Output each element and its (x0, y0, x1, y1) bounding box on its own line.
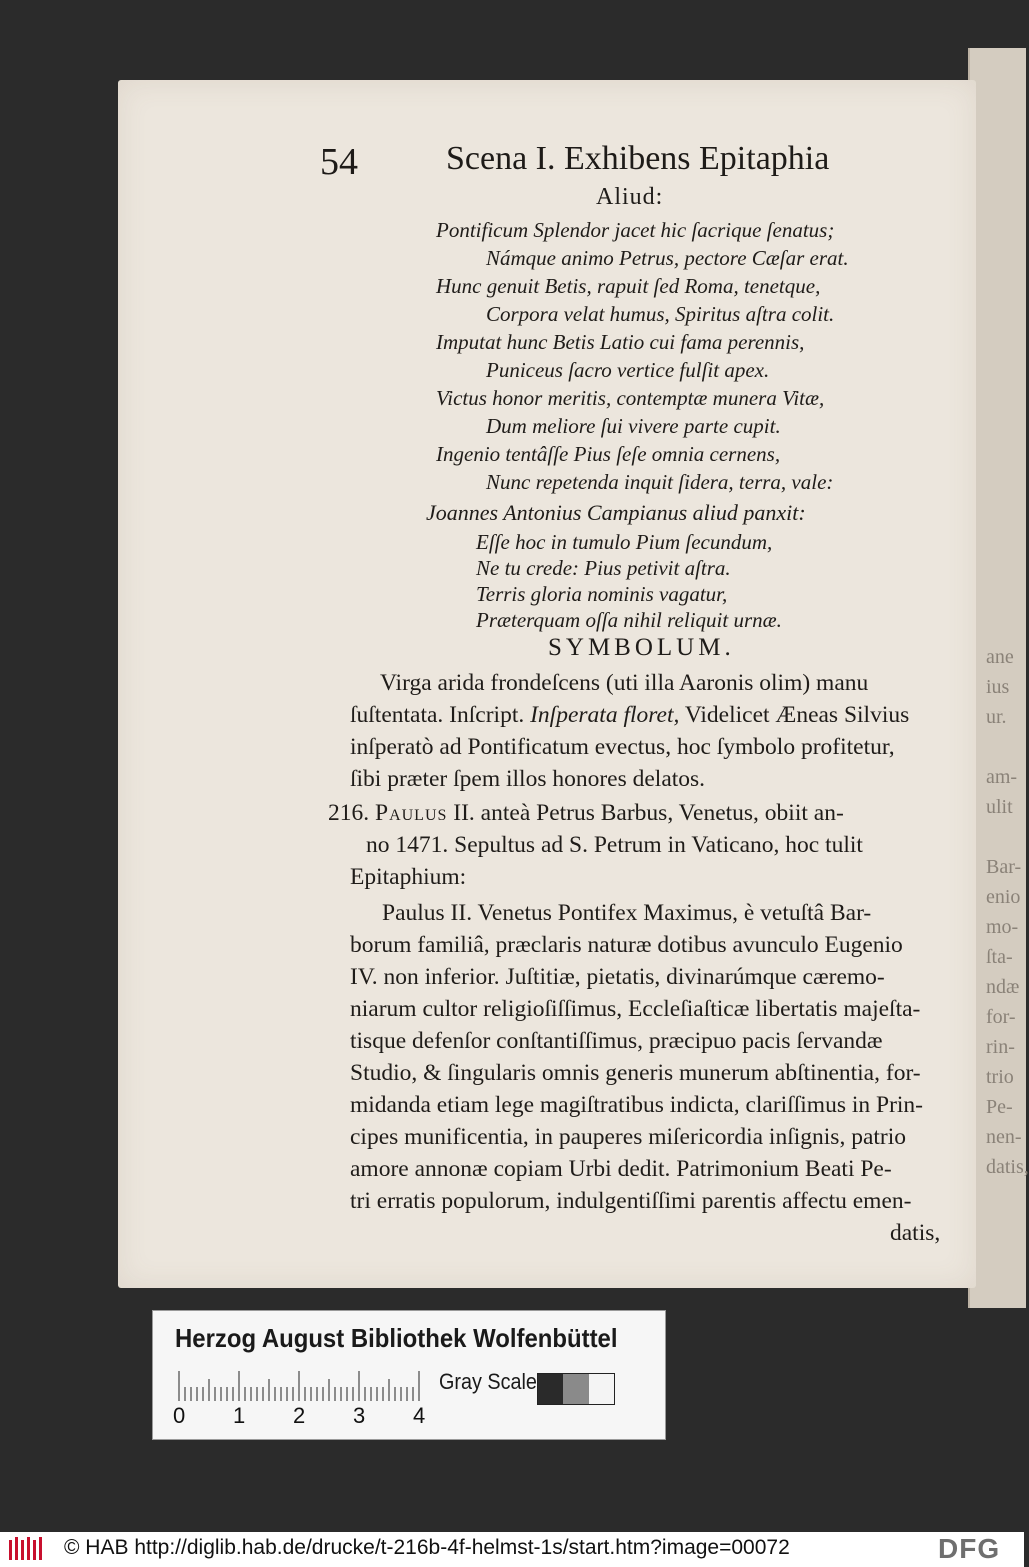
ruler-number: 1 (233, 1403, 246, 1428)
prose-text: Videlicet Æneas Silvius (684, 702, 910, 728)
entry-heading-line (328, 800, 844, 827)
prose-line: Studio, & ſingularis omnis generis munerum abſtinentia, for- (350, 1060, 921, 1086)
next-page-fragment: ſta- (986, 946, 1013, 968)
prose-line: midanda etiam lege magiſtratibus indicta, clariſſimus in Prin- (350, 1092, 923, 1118)
ruler-number: 0 (173, 1403, 186, 1428)
running-head: Scena I. Exhibens Epitaphia (446, 140, 830, 177)
verse-line: Eſſe hoc in tumulo Pium ſecundum, (476, 530, 773, 554)
prose-line: Virga arida frondeſcens (uti illa Aaronis olim) manu (380, 670, 869, 696)
catchword: datis, (890, 1220, 941, 1246)
prose-line: tri erratis populorum, indulgentiſſimi parentis affectu emen- (350, 1188, 912, 1214)
prose-line: cipes munificentia, in pauperes miſericordia inſignis, patrio (350, 1124, 907, 1150)
footer-bar (0, 1532, 1024, 1567)
verse-line: Præterquam oſſa nihil reliquit urnæ. (476, 608, 782, 632)
next-page-fragment: ndæ (986, 976, 1020, 998)
entry-number: 216. (328, 800, 370, 826)
page-number: 54 (320, 141, 358, 183)
dfg-logo: DFG (938, 1533, 1001, 1564)
gray-scale-label: Gray Scale (439, 1369, 537, 1394)
gray-swatch (563, 1374, 588, 1404)
next-page-fragment: trio (986, 1066, 1014, 1088)
next-page-edge (968, 48, 1029, 1308)
verse-line: Ingenio tentâſſe Pius ſeſe omnia cernens, (436, 442, 781, 466)
next-page-fragment: nen- (986, 1126, 1022, 1148)
book-page (118, 80, 976, 1288)
author-line: Joannes Antonius Campianus aliud panxit: (426, 500, 806, 525)
ruler-number: 2 (293, 1403, 306, 1428)
next-page-fragment: enio (986, 886, 1021, 908)
next-page-fragment: for- (986, 1006, 1016, 1028)
prose-line: tisque defenſor conſtantiſſimus, præcipuo pacis ſervandæ (350, 1028, 883, 1054)
verse-line: Hunc genuit Betis, rapuit ſed Roma, tenetque, (436, 274, 821, 298)
next-page-fragment: ane (986, 646, 1014, 668)
next-page-fragment: ius (986, 676, 1010, 698)
verse-line: Ne tu crede: Pius petivit aſtra. (476, 556, 731, 580)
aliud-heading: Aliud: (596, 184, 664, 210)
ruler-number: 4 (413, 1403, 426, 1428)
gray-swatch (538, 1374, 563, 1404)
verse-line: Imputat hunc Betis Latio cui fama perennis, (436, 330, 805, 354)
prose-text: ſuſtentata. Inſcript. (350, 702, 525, 728)
source-url[interactable]: © HAB http://diglib.hab.de/drucke/t-216b-4f-helmst-1s/start.htm?image=00072 (64, 1536, 790, 1559)
verse-line: Corpora velat humus, Spiritus aſtra colit. (486, 302, 835, 326)
entry-name: Paulus (375, 800, 448, 826)
library-label (152, 1310, 666, 1440)
gray-swatch (589, 1374, 614, 1404)
symbolum-heading: SYMBOLUM. (548, 634, 735, 661)
ruler-number: 3 (353, 1403, 366, 1428)
next-page-fragment: Pe- (986, 1096, 1013, 1118)
prose-line: borum familiâ, præclaris naturæ dotibus avunculo Eugenio (350, 932, 903, 958)
verse-line: Terris gloria nominis vagatur, (476, 582, 728, 606)
prose-line: ſibi præter ſpem illos honores delatos. (350, 766, 706, 792)
verse-line: Dum meliore ſui vivere parte cupit. (486, 414, 781, 438)
prose-line (350, 702, 909, 729)
inscription-text: Inſperata floret, (530, 702, 680, 728)
verse-line: Puniceus ſacro vertice fulſit apex. (486, 358, 770, 382)
prose-line: no 1471. Sepultus ad S. Petrum in Vaticano, hoc tulit (366, 832, 863, 858)
verse-line: Námque animo Petrus, pectore Cæſar erat. (486, 246, 849, 270)
prose-line: inſperatò ad Pontificatum evectus, hoc ſymbolo profitetur, (350, 734, 895, 760)
next-page-fragment: datis, (986, 1156, 1029, 1178)
verse-line: Pontificum Splendor jacet hic ſacrique ſenatus; (436, 218, 835, 242)
entry-rest: II. anteà Petrus Barbus, Venetus, obiit an- (453, 800, 844, 826)
library-name: Herzog August Bibliothek Wolfenbüttel (175, 1323, 618, 1353)
next-page-fragment: ulit (986, 796, 1013, 818)
hab-logo-icon (8, 1536, 46, 1562)
ruler-scale (177, 1371, 425, 1401)
next-page-fragment: rin- (986, 1036, 1015, 1058)
next-page-fragment: mo- (986, 916, 1019, 938)
prose-line: niarum cultor religioſiſſimus, Eccleſiaſticæ libertatis majeſta- (350, 996, 921, 1022)
verse-line: Victus honor meritis, contemptæ munera Vitæ, (436, 386, 825, 410)
prose-line: IV. non inferior. Juſtitiæ, pietatis, divinarúmque cæremo- (350, 964, 885, 990)
prose-line: Paulus II. Venetus Pontifex Maximus, è vetuſtâ Bar- (382, 900, 872, 926)
prose-line: amore annonæ copiam Urbi dedit. Patrimonium Beati Pe- (350, 1156, 892, 1182)
gray-scale-swatches (537, 1373, 615, 1405)
next-page-fragment: Bar- (986, 856, 1022, 878)
prose-line: Epitaphium: (350, 864, 467, 890)
next-page-fragment: am- (986, 766, 1018, 788)
verse-line: Nunc repetenda inquit ſidera, terra, vale: (486, 470, 834, 494)
next-page-fragment: ur. (986, 706, 1007, 728)
